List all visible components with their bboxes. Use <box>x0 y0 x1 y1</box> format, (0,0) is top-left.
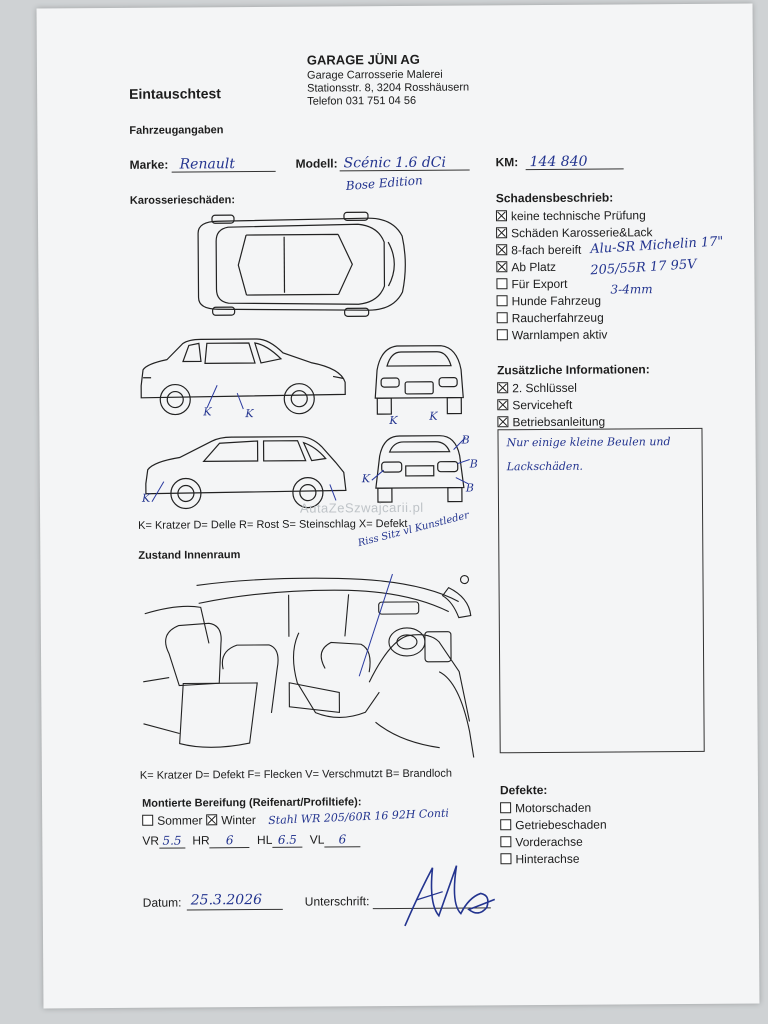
damage-mark: B <box>461 433 470 447</box>
company-phone: Telefon 031 751 04 56 <box>307 94 417 108</box>
checkbox-serviceheft[interactable]: Serviceheft <box>497 398 572 413</box>
interior-note: Riss Sitz vl Kunstleder <box>356 510 471 550</box>
document-title: Eintauschtest <box>129 85 221 102</box>
damage-mark: K <box>361 472 371 486</box>
interior-diagram <box>138 571 479 763</box>
interior-legend: K= Kratzer D= Defekt F= Flecken V= Verschmutzt B= Brandloch <box>139 767 453 782</box>
hr-label: HR <box>192 833 210 848</box>
tires-title: Montierte Bereifung (Reifenart/Profiltiefe): <box>142 796 362 810</box>
tire-spec: Stahl WR 205/60R 16 92H Conti <box>267 806 450 828</box>
damage-mark: K <box>389 414 398 428</box>
vehicle-section-title: Fahrzeugangaben <box>129 124 224 137</box>
checkbox-2-schluessel[interactable]: 2. Schlüssel <box>497 381 577 396</box>
checkbox-motorschaden[interactable]: Motorschaden <box>500 801 591 816</box>
body-damage-legend: K= Kratzer D= Delle R= Rost S= Steinschlag X= Defekt <box>138 517 408 532</box>
hl-value: 6.5 <box>272 833 302 848</box>
company-name: GARAGE JÜNI AG <box>306 51 420 68</box>
tire-note-3: 3-4mm <box>610 282 653 297</box>
km-field <box>526 152 624 170</box>
profile-depths <box>142 832 360 849</box>
checkbox-hunde-fahrzeug[interactable]: Hunde Fahrzeug <box>497 294 601 309</box>
checkbox-8-fach-bereift[interactable]: 8-fach bereift <box>496 243 581 258</box>
document-sheet <box>37 4 760 1009</box>
defects-title: Defekte: <box>499 782 548 798</box>
damage-mark: B <box>469 457 478 471</box>
modell-value: Scénic 1.6 dCi <box>343 154 447 172</box>
checkbox-fuer-export[interactable]: Für Export <box>496 277 567 291</box>
hl-label: HL <box>256 832 273 847</box>
checkbox-ab-platz[interactable]: Ab Platz <box>496 260 556 274</box>
notes-line-1: Nur einige kleine Beulen und <box>506 435 671 450</box>
notes-line-2: Lackschäden. <box>506 459 584 474</box>
damage-mark: K <box>141 491 151 505</box>
tire-note-2: 205/55R 17 95V <box>589 257 697 279</box>
checkbox-keine-technische-pruefung[interactable]: keine technische Prüfung <box>496 208 646 223</box>
date-value: 25.3.2026 <box>190 891 263 909</box>
car-rear-view-diagram <box>367 429 475 510</box>
marke-value: Renault <box>179 156 235 173</box>
company-line-2: Stationsstr. 8, 3204 Rosshäusern <box>307 81 470 95</box>
checkbox-hinterachse[interactable]: Hinterachse <box>500 852 579 867</box>
tire-note-1: Alu-SR Michelin 17" <box>589 234 724 258</box>
checkbox-vorderachse[interactable]: Vorderachse <box>500 835 582 850</box>
damage-mark: K <box>429 409 438 423</box>
checkbox-warnlampen-aktiv[interactable]: Warnlampen aktiv <box>497 328 608 343</box>
date-label: Datum: <box>142 895 182 910</box>
km-label: KM: <box>495 155 519 170</box>
vr-label: VR <box>142 833 160 848</box>
vr-value: 5.5 <box>159 833 185 848</box>
damage-mark: K <box>203 405 212 419</box>
body-damage-title: Karosserieschäden: <box>129 194 236 207</box>
checkbox-betriebsanleitung[interactable]: Betriebsanleitung <box>497 415 605 430</box>
date-field[interactable] <box>187 891 283 911</box>
km-value: 144 840 <box>529 153 588 171</box>
signature-label: Unterschrift: <box>304 894 370 909</box>
damage-description-title: Schadensbeschrieb: <box>495 190 614 206</box>
modell-extra: Bose Edition <box>345 173 424 194</box>
interior-title: Zustand Innenraum <box>138 549 241 562</box>
notes-box[interactable] <box>497 428 704 753</box>
additional-info-title: Zusätzliche Informationen: <box>497 362 650 378</box>
vl-label: VL <box>309 832 325 847</box>
car-side-view-left-diagram <box>137 332 354 421</box>
signature-image <box>398 853 499 934</box>
checkbox-sommer[interactable]: Sommer <box>142 813 202 827</box>
car-front-view-diagram <box>367 339 472 420</box>
damage-mark: B <box>465 481 475 495</box>
marke-field <box>172 155 276 173</box>
checkbox-schaeden-karosserie[interactable]: Schäden Karosserie&Lack <box>496 225 653 240</box>
marke-label: Marke: <box>129 157 169 172</box>
damage-mark: K <box>245 407 254 421</box>
watermark: AutaZeSzwajcarii.pl <box>299 499 424 516</box>
checkbox-getriebeschaden[interactable]: Getriebeschaden <box>500 818 607 833</box>
modell-label: Modell: <box>295 156 338 171</box>
company-line-1: Garage Carrosserie Malerei <box>306 68 443 82</box>
modell-field <box>340 153 470 171</box>
hr-value: 6 <box>210 833 250 848</box>
checkbox-raucherfahrzeug[interactable]: Raucherfahrzeug <box>497 311 604 326</box>
car-top-view-diagram <box>188 212 419 318</box>
checkbox-winter[interactable]: Winter <box>206 813 256 827</box>
vl-value: 6 <box>324 832 360 847</box>
